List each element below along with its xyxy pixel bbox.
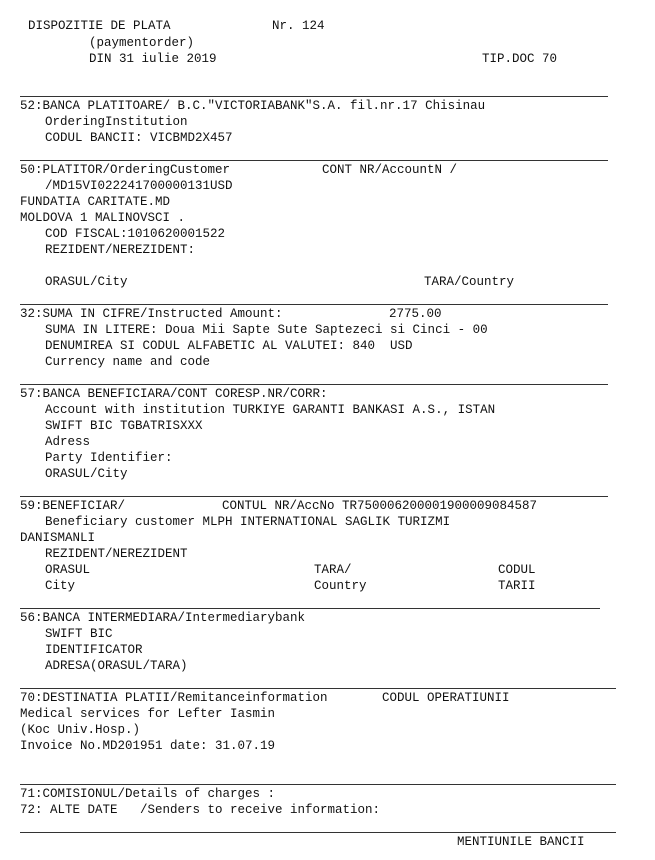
- document-title: DISPOZITIE DE PLATA: [28, 19, 171, 33]
- payer-country-label: TARA/Country: [424, 275, 515, 289]
- divider: [20, 96, 608, 97]
- bank-mentions-label: MENTIUNILE BANCII: [457, 835, 585, 849]
- beneficiary-orasul: ORASUL: [45, 563, 91, 577]
- payer-resident: REZIDENT/NEREZIDENT:: [45, 243, 196, 257]
- beneficiary-bank-swift: SWIFT BIC TGBATRISXXX: [45, 419, 203, 433]
- intermediary-identifier: IDENTIFICATOR: [45, 643, 143, 657]
- beneficiary-bank-name: Account with institution TURKIYE GARANTI BANKASI A.S., ISTAN: [45, 403, 496, 417]
- beneficiary-tara: TARA/: [314, 563, 352, 577]
- currency-label: Currency name and code: [45, 355, 211, 369]
- remittance-info-line2: (Koc Univ.Hosp.): [20, 723, 141, 737]
- beneficiary-resident: REZIDENT/NEREZIDENT: [45, 547, 188, 561]
- divider: [20, 832, 616, 833]
- divider: [20, 688, 616, 689]
- divider: [20, 608, 600, 609]
- beneficiary-account: CONTUL NR/AccNo TR750006200001900009084587: [222, 499, 538, 513]
- amount-in-words: SUMA IN LITERE: Doua Mii Sapte Sute Saptezeci si Cinci - 00: [45, 323, 488, 337]
- beneficiary-name-cont: DANISMANLI: [20, 531, 96, 545]
- beneficiary-country: Country: [314, 579, 367, 593]
- amount-label: 32:SUMA IN CIFRE/Instructed Amount:: [20, 307, 283, 321]
- beneficiary-bank-city: ORASUL/City: [45, 467, 128, 481]
- document-type: TIP.DOC 70: [482, 52, 558, 66]
- divider: [20, 304, 608, 305]
- party-identifier: Party Identifier:: [45, 451, 173, 465]
- payer-city-label: ORASUL/City: [45, 275, 128, 289]
- currency-code: DENUMIREA SI CODUL ALFABETIC AL VALUTEI: 840 USD: [45, 339, 413, 353]
- beneficiary-codul: CODUL: [498, 563, 536, 577]
- payer-name: FUNDATIA CARITATE.MD: [20, 195, 171, 209]
- divider: [20, 160, 608, 161]
- ordering-institution-label: OrderingInstitution: [45, 115, 188, 129]
- document-date: DIN 31 iulie 2019: [89, 52, 217, 66]
- remittance-info-line3: Invoice No.MD201951 date: 31.07.19: [20, 739, 276, 753]
- payer-account: /MD15VI022241700000131USD: [45, 179, 233, 193]
- document-subtitle: (paymentorder): [89, 36, 195, 50]
- beneficiary-bank-label: 57:BANCA BENEFICIARA/CONT CORESP.NR/CORR:: [20, 387, 328, 401]
- intermediary-swift: SWIFT BIC: [45, 627, 113, 641]
- intermediary-bank-label: 56:BANCA INTERMEDIARA/Intermediarybank: [20, 611, 306, 625]
- beneficiary-label: 59:BENEFICIAR/: [20, 499, 126, 513]
- payer-fiscal-code: COD FISCAL:1010620001522: [45, 227, 226, 241]
- document-number: Nr. 124: [272, 19, 325, 33]
- beneficiary-city: City: [45, 579, 76, 593]
- ordering-bank-line: 52:BANCA PLATITOARE/ B.C."VICTORIABANK"S.A. fil.nr.17 Chisinau: [20, 99, 486, 113]
- payer-label: 50:PLATITOR/OrderingCustomer: [20, 163, 231, 177]
- payer-address: MOLDOVA 1 MALINOVSCI .: [20, 211, 186, 225]
- divider: [20, 496, 608, 497]
- account-label: CONT NR/AccountN /: [322, 163, 458, 177]
- beneficiary-bank-address: Adress: [45, 435, 91, 449]
- operation-code-label: CODUL OPERATIUNII: [382, 691, 510, 705]
- remittance-info-line1: Medical services for Lefter Iasmin: [20, 707, 276, 721]
- charges-label: 71:COMISIONUL/Details of charges :: [20, 787, 276, 801]
- remittance-label: 70:DESTINATIA PLATII/Remitanceinformation: [20, 691, 328, 705]
- divider: [20, 784, 616, 785]
- divider: [20, 384, 608, 385]
- amount-value: 2775.00: [389, 307, 442, 321]
- intermediary-address: ADRESA(ORASUL/TARA): [45, 659, 188, 673]
- other-data-label: 72: ALTE DATE /Senders to receive information:: [20, 803, 381, 817]
- beneficiary-tarii: TARII: [498, 579, 536, 593]
- bank-code: CODUL BANCII: VICBMD2X457: [45, 131, 233, 145]
- beneficiary-name: Beneficiary customer MLPH INTERNATIONAL SAGLIK TURIZMI: [45, 515, 451, 529]
